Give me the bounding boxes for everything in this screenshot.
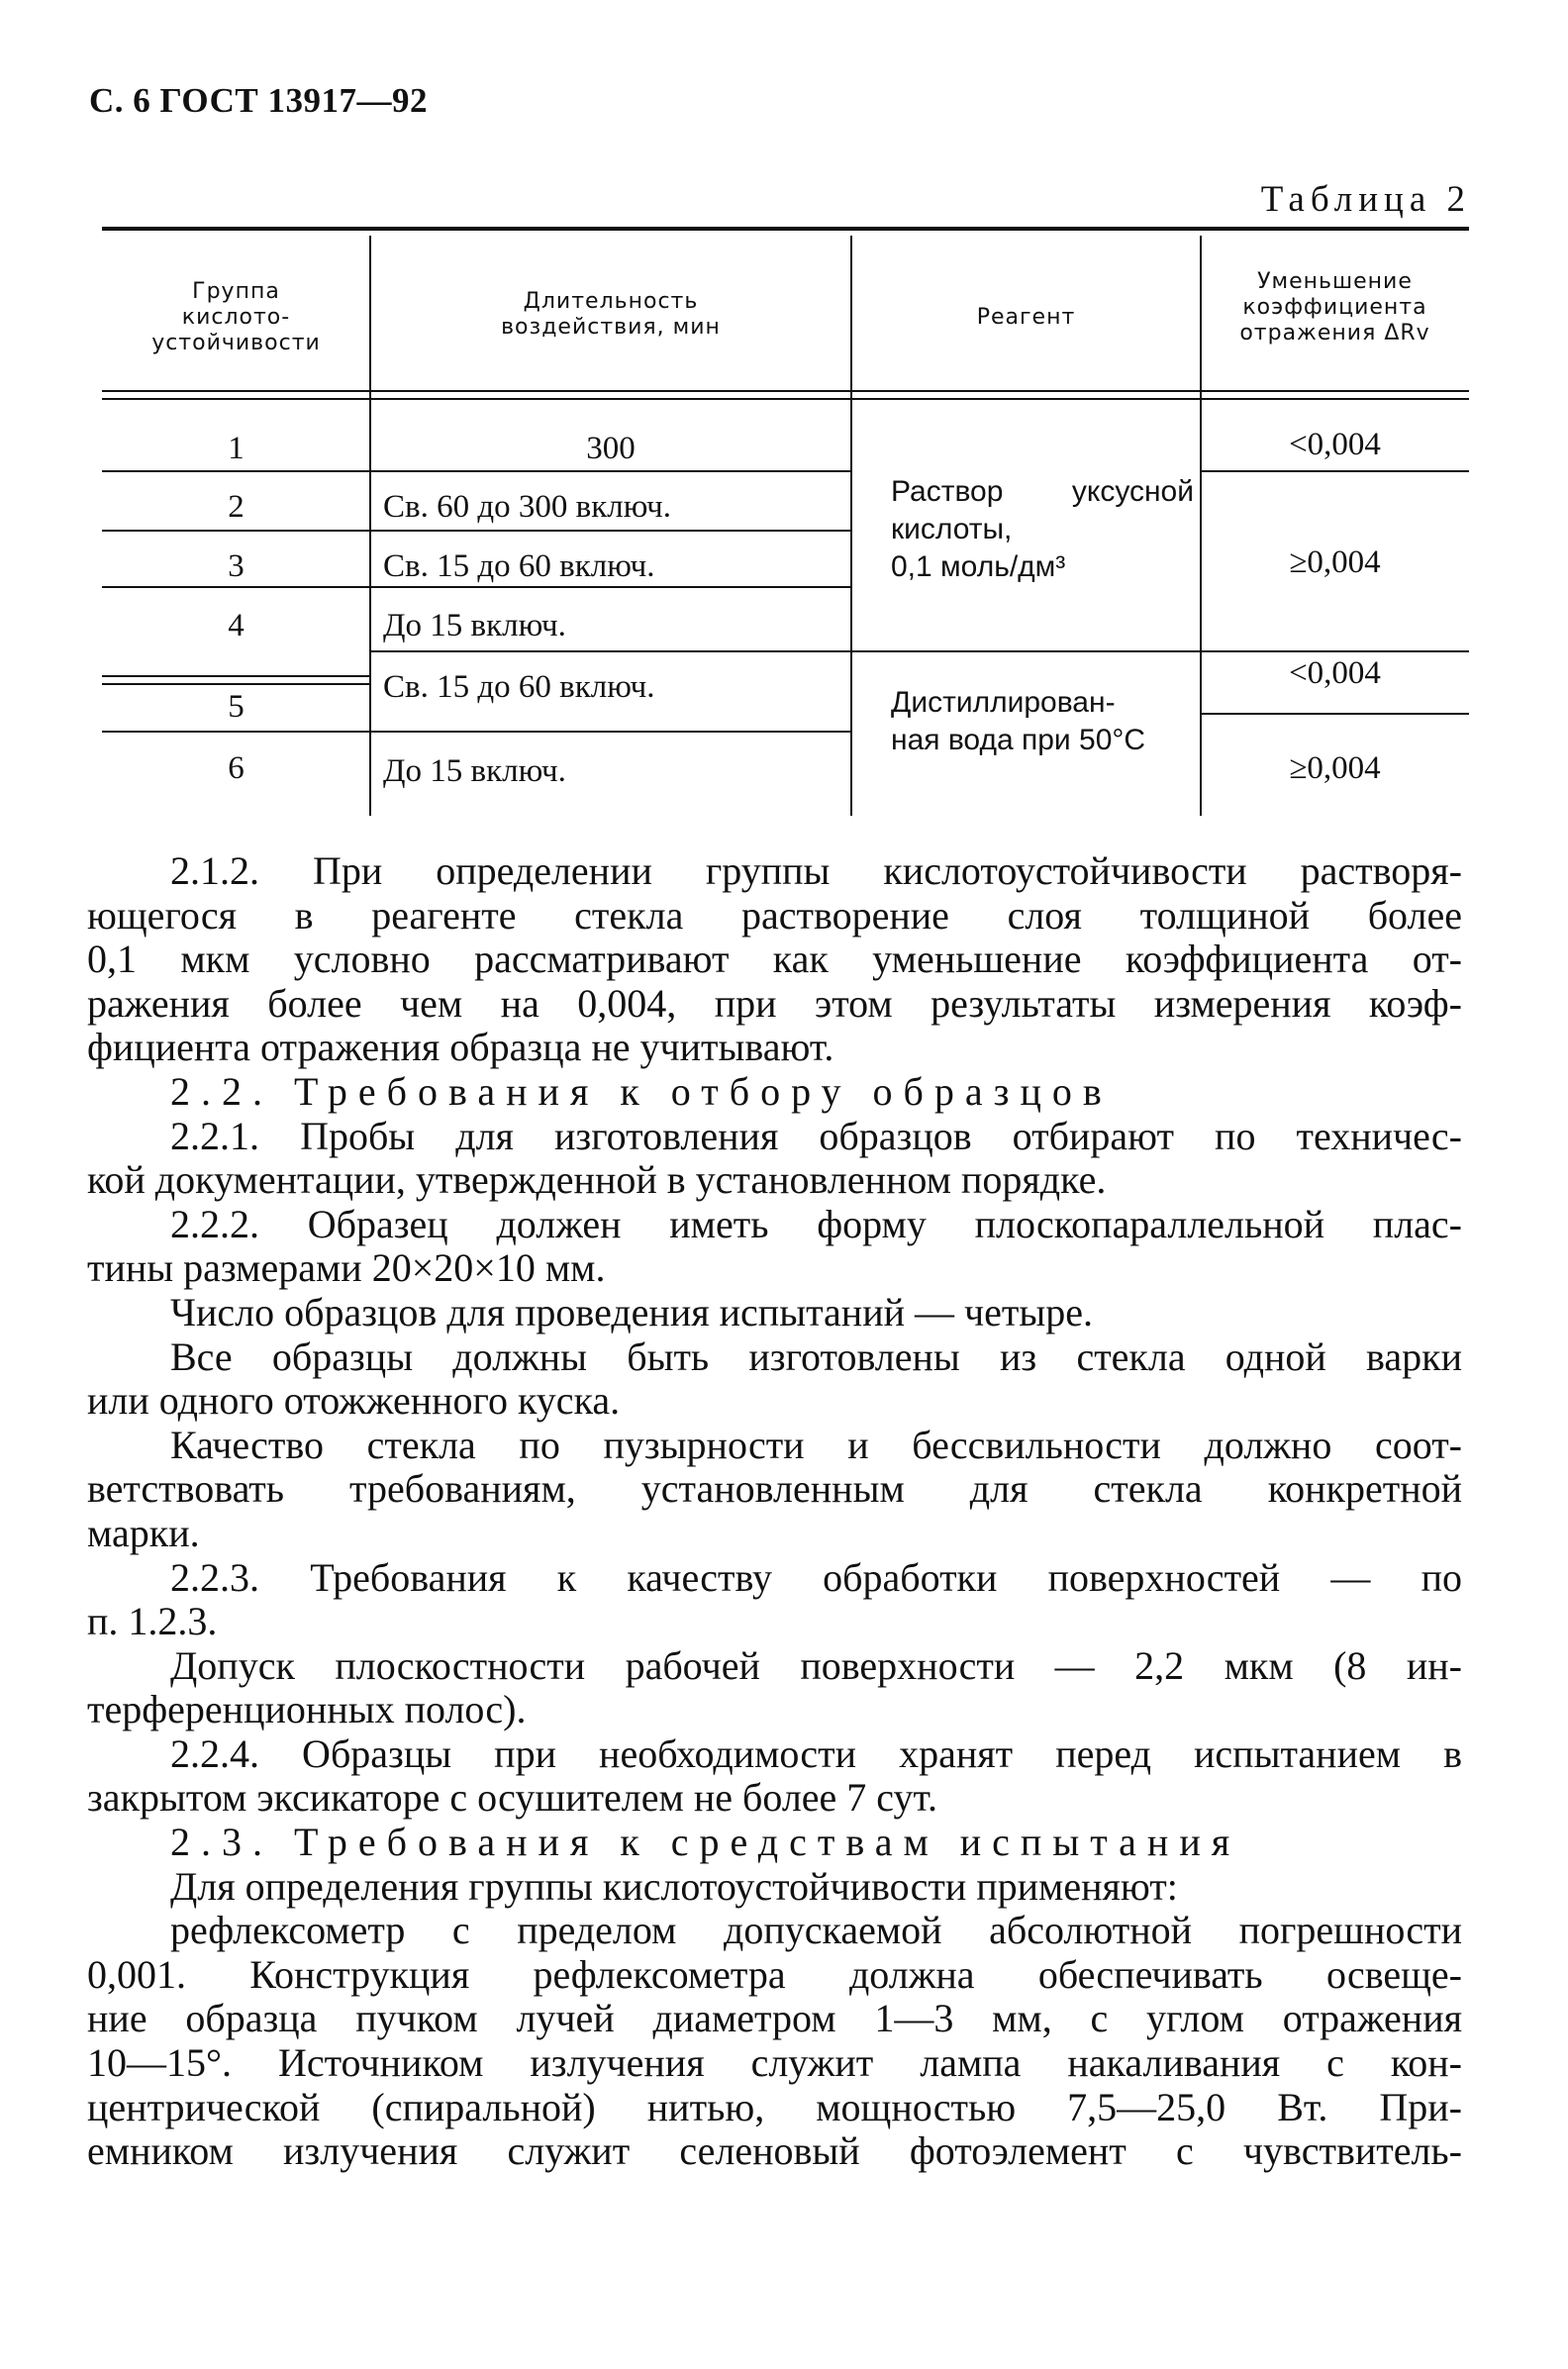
text-line: закрытом эксикаторе с осушителем не более 7 сут.	[87, 1775, 937, 1821]
text-line: ражения более чем на 0,004, при этом результаты измерения коэф-	[87, 980, 1462, 1026]
body-text	[87, 848, 1462, 2174]
col-header-group-line: устойчивости	[151, 331, 321, 355]
duration-cell: 300	[586, 431, 636, 466]
reagent-line: кислоты,	[891, 513, 1013, 545]
text-line: центрической (спиральной) нитью, мощностью 7,5—25,0 Вт. При-	[87, 2084, 1462, 2129]
text-line: емником излучения служит селеновый фотоэлемент с чувствитель-	[87, 2128, 1462, 2174]
text-line: марки.	[87, 1510, 200, 1555]
group-cell: 5	[228, 689, 245, 725]
reagent-acetic-acid	[891, 473, 1194, 586]
reduction-cell: ≥0,004	[1289, 750, 1381, 786]
col-header-duration-line: воздействия, мин	[501, 315, 721, 340]
text-line: 2.1.2. При определении группы кислотоустойчивости растворя-	[170, 848, 1462, 893]
text-line: ющегося в реагенте стекла растворение слоя толщиной более	[87, 892, 1462, 938]
group-cell: 2	[228, 489, 245, 525]
group-cell: 1	[228, 431, 245, 466]
reduction-cell: ≥0,004	[1289, 544, 1381, 580]
group-cell: 3	[228, 548, 245, 584]
section-heading: 2.2. Требования к отбору образцов	[170, 1068, 1113, 1114]
text-line: 2.2.1. Пробы для изготовления образцов отбирают по техничес-	[170, 1113, 1462, 1158]
text-line: или одного отожженного куска.	[87, 1378, 621, 1424]
text-line: 2.2.4. Образцы при необходимости хранят перед испытанием в	[170, 1730, 1462, 1776]
table-caption: Таблица 2	[1260, 179, 1471, 220]
page-header: С. 6 ГОСТ 13917—92	[89, 81, 428, 120]
duration-cell: До 15 включ.	[383, 753, 566, 789]
text-line: 0,001. Конструкция рефлексометра должна обеспечивать освеще-	[87, 1951, 1462, 1997]
text-line: терференционных полос).	[87, 1687, 527, 1732]
text-line: п. 1.2.3.	[87, 1599, 218, 1644]
text-line: Все образцы должны быть изготовлены из стекла одной варки	[170, 1333, 1462, 1379]
text-line: ние образца пучком лучей диаметром 1—3 мм, с углом отражения	[87, 1996, 1462, 2041]
col-header-reduction-line: отражения ΔRv	[1239, 321, 1430, 345]
col-header-duration-line: Длительность	[523, 289, 699, 314]
col-header-group-line: Группа	[192, 279, 280, 304]
text-line: 2.2.2. Образец должен иметь форму плоскопараллельной плас-	[170, 1201, 1462, 1246]
col-header-reagent	[851, 305, 1201, 331]
reagent-distilled-water	[891, 684, 1194, 759]
col-header-group	[102, 279, 370, 356]
col-header-group-line: кислото-	[181, 305, 291, 330]
acid-resistance-table	[102, 226, 1469, 816]
duration-cell: Св. 60 до 300 включ.	[383, 489, 671, 525]
text-line: 2.2.3. Требования к качеству обработки поверхностей — по	[170, 1554, 1462, 1600]
text-line: тины размерами 20×20×10 мм.	[87, 1245, 606, 1291]
text-line: Качество стекла по пузырности и бессвильности должно соот-	[170, 1422, 1462, 1467]
reduction-cell: <0,004	[1289, 427, 1381, 462]
col-header-reduction-line: Уменьшение	[1257, 269, 1413, 294]
group-cell: 4	[228, 608, 245, 643]
text-line: 10—15°. Источником излучения служит лампа накаливания с кон-	[87, 2040, 1462, 2086]
reagent-line: 0,1 моль/дм³	[891, 550, 1066, 583]
text-line: фициента отражения образца не учитывают.	[87, 1025, 834, 1070]
reagent-line: Раствор уксусной	[891, 475, 1194, 508]
reduction-cell: <0,004	[1289, 655, 1381, 691]
text-line: кой документации, утвержденной в установленном порядке.	[87, 1157, 1107, 1203]
text-line: 0,1 мкм условно рассматривают как уменьшение коэффициента от-	[87, 937, 1462, 982]
reagent-line: ная вода при 50°С	[891, 724, 1146, 756]
duration-cell: Св. 15 до 60 включ.	[383, 548, 655, 584]
reagent-line: Дистиллирован-	[891, 686, 1116, 719]
duration-cell: Св. 15 до 60 включ.	[383, 669, 655, 705]
section-heading: 2.3. Требования к средствам испытания	[170, 1820, 1241, 1865]
duration-cell: До 15 включ.	[383, 608, 566, 643]
text-line: рефлексометр с пределом допускаемой абсолютной погрешности	[170, 1908, 1462, 1953]
text-line: Допуск плоскостности рабочей поверхности — 2,2 мкм (8 ин-	[170, 1642, 1462, 1688]
text-line: Число образцов для проведения испытаний — четыре.	[170, 1289, 1093, 1334]
group-cell: 6	[228, 750, 245, 786]
col-header-reduction-line: коэффициента	[1242, 295, 1427, 320]
col-header-duration	[370, 289, 851, 341]
text-line: ветствовать требованиям, установленным для стекла конкретной	[87, 1466, 1462, 1512]
col-header-reduction	[1201, 269, 1469, 346]
col-header-reagent-line: Реагент	[976, 305, 1076, 330]
text-line: Для определения группы кислотоустойчивости применяют:	[170, 1863, 1178, 1909]
